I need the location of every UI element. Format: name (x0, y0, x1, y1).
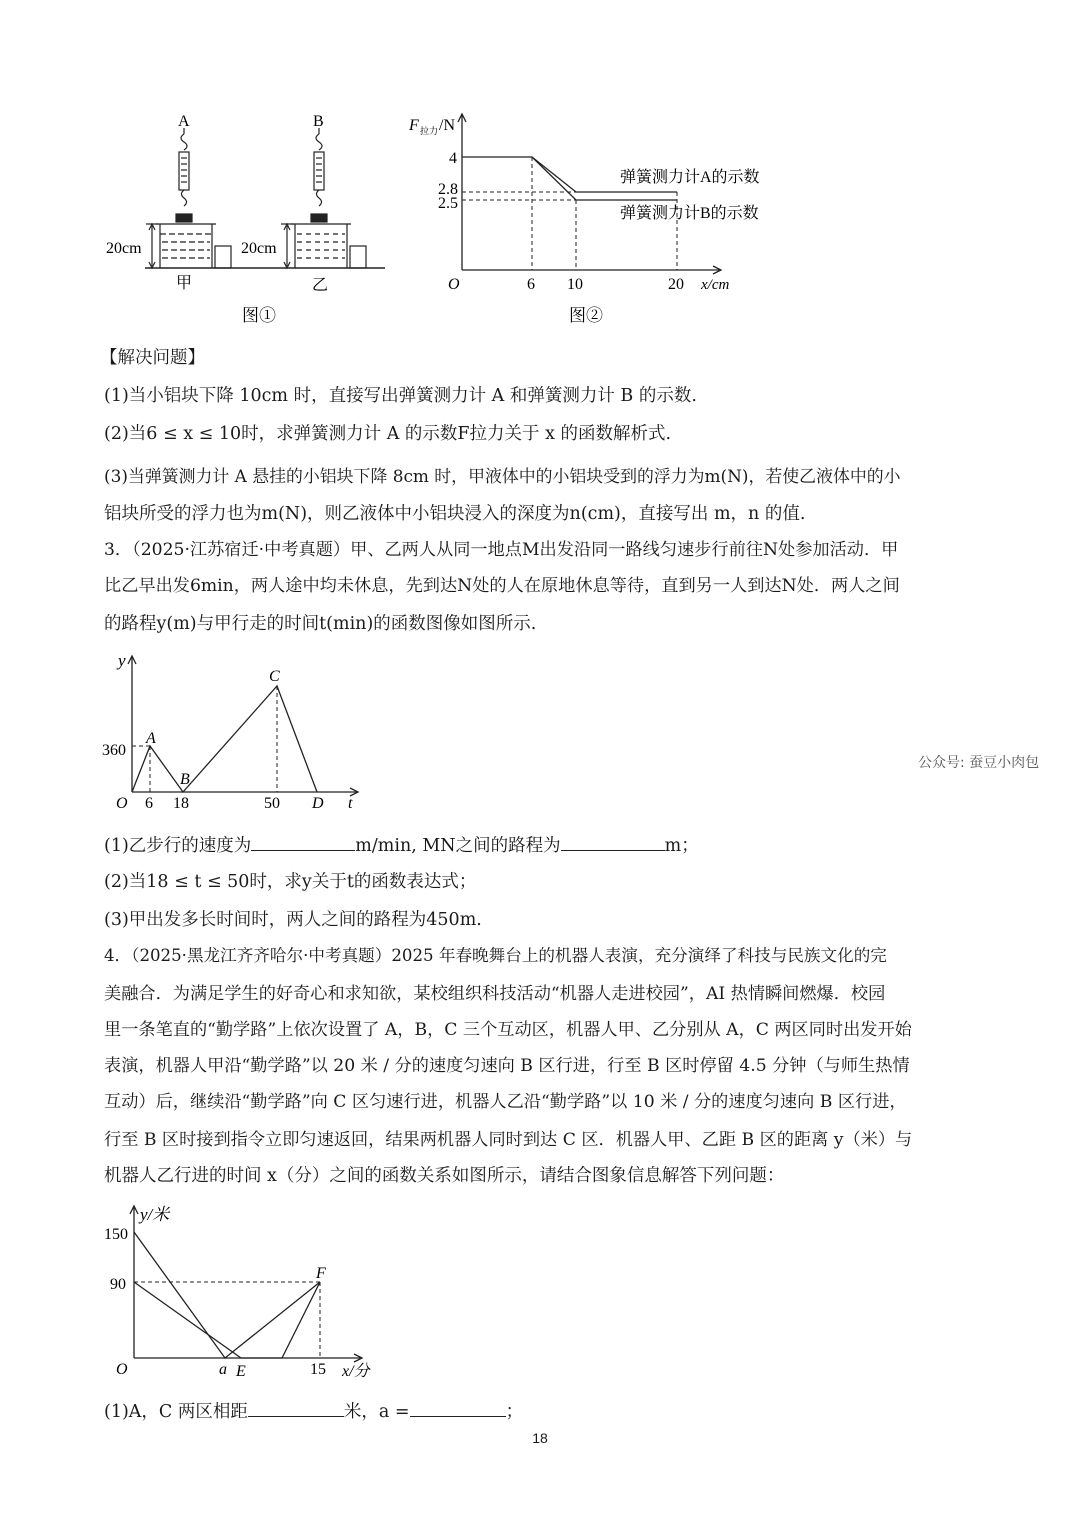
p3-q1 (104, 832, 699, 858)
x-tick-10: 10 (567, 276, 583, 293)
chart-3-x-tick-50: 50 (264, 795, 280, 812)
chart-4-origin: O (116, 1361, 128, 1378)
chart-3-point-b: B (180, 771, 190, 788)
chart-3-x-label: t (348, 795, 353, 812)
chart-3-x-tick-18: 18 (173, 795, 189, 812)
label-a: A (178, 113, 190, 130)
y-axis-unit: /N (439, 117, 455, 134)
chart-3-point-a: A (146, 730, 156, 747)
chart-4-x-tick-e: E (236, 1363, 246, 1380)
p4-q1-text-a: (1)A，C 两区相距 (104, 1402, 248, 1422)
chart-4-point-f: F (316, 1265, 326, 1282)
p4-line6: 行至 B 区时接到指令立即匀速返回，结果两机器人同时到达 C 区．机器人甲、乙距 B 区的距离 y（米）与 (104, 1130, 913, 1150)
name-right: 乙 (312, 277, 329, 294)
p3-q1-text-c: m； (664, 836, 699, 856)
p2-q1: (1)当小铝块下降 10cm 时，直接写出弹簧测力计 A 和弹簧测力计 B 的示数. (104, 386, 697, 406)
y-axis-F: F (409, 117, 419, 134)
name-left: 甲 (176, 275, 193, 292)
watermark: 公众号: 蚕豆小肉包 (918, 755, 1040, 771)
p2-q2: (2)当6 ≤ x ≤ 10时，求弹簧测力计 A 的示数F拉力关于 x 的函数解析式. (104, 424, 672, 444)
chart-4-y-tick-90: 90 (110, 1276, 126, 1293)
p3-q1-text-b: m/min, MN之间的路程为 (355, 836, 561, 856)
legend-b: 弹簧测力计B的示数 (620, 205, 759, 222)
p3-line1: 3．（2025·江苏宿迁·中考真题）甲、乙两人从同一地点M出发沿同一路线匀速步行前往N处参加活动．甲 (104, 540, 899, 560)
chart-3-origin: O (116, 795, 128, 812)
chart-4-x-label: x/分 (342, 1363, 370, 1380)
p4-q1-text-c: ； (505, 1402, 524, 1422)
answer-blank-a-value[interactable] (410, 1398, 506, 1417)
chart-3-line (132, 686, 317, 792)
depth-right: 20cm (241, 240, 277, 257)
p4-line3: 里一条笔直的“勤学路”上依次设置了 A，B，C 三个互动区，机器人甲、乙分别从 A，C 两区同时出发开始 (104, 1020, 912, 1040)
p4-line1: 4．（2025·黑龙江齐齐哈尔·中考真题）2025 年春晚舞台上的机器人表演，充分演绎了科技与民族文化的完 (104, 946, 887, 965)
chart-3-x-tick-6: 6 (145, 795, 153, 812)
p3-line2: 比乙早出发6min，两人途中均未休息，先到达N处的人在原地休息等待，直到另一人到达N处．两人之间 (104, 576, 900, 596)
chart-3-distance-time (98, 648, 368, 818)
p3-q2: (2)当18 ≤ t ≤ 50时，求y关于t的函数表达式； (104, 872, 477, 892)
origin: O (448, 276, 460, 293)
p3-q3: (3)甲出发多长时间时，两人之间的路程为450m. (104, 910, 482, 930)
p3-line3: 的路程y(m)与甲行走的时间t(min)的函数图像如图所示. (104, 614, 537, 634)
figure-2-caption: 图② (569, 306, 603, 325)
x-tick-6: 6 (527, 276, 535, 293)
section-heading: 【解决问题】 (100, 348, 205, 368)
answer-blank-distance[interactable] (561, 832, 665, 851)
p4-line2: 美融合．为满足学生的好奇心和求知欲，某校组织科技活动“机器人走进校园”，AI 热情瞬间燃爆．校园 (104, 984, 886, 1004)
page-number: 18 (532, 1430, 548, 1446)
depth-left: 20cm (106, 240, 142, 257)
y-tick-2-8: 2.8 (438, 181, 458, 198)
chart-3-point-d: D (312, 795, 324, 812)
x-axis-label: x/cm (701, 277, 730, 293)
chart-4-line-jia (134, 1282, 320, 1358)
p4-line7: 机器人乙行进的时间 x（分）之间的函数关系如图所示，请结合图象信息解答下列问题： (104, 1166, 785, 1186)
legend-a: 弹簧测力计A的示数 (620, 169, 760, 186)
p2-q3-line2: 铝块所受的浮力也为m(N)，则乙液体中小铝块浸入的深度为n(cm)，直接写出 m，n 的值. (104, 504, 806, 524)
p2-q3-line1: (3)当弹簧测力计 A 悬挂的小铝块下降 8cm 时，甲液体中的小铝块受到的浮力为m(N)，若使乙液体中的小 (104, 466, 901, 486)
y-axis-sub: 拉力 (420, 126, 439, 136)
figure-1-apparatus (100, 108, 390, 328)
chart-3-y-label: y (118, 651, 126, 670)
answer-blank-ac-distance[interactable] (248, 1398, 344, 1417)
p4-line4: 表演，机器人甲沿“勤学路”以 20 米 / 分的速度匀速向 B 区行进，行至 B 区时停留 4.5 分钟（与师生热情 (104, 1056, 910, 1076)
p4-line5: 互动）后，继续沿“勤学路”向 C 区匀速行进，机器人乙沿“勤学路”以 10 米 / 分的速度匀速向 B 区行进， (104, 1092, 907, 1112)
label-b: B (313, 113, 324, 130)
y-tick-4: 4 (449, 150, 457, 167)
figure-1-caption: 图① (242, 306, 276, 325)
chart-4-x-tick-a: a (219, 1361, 227, 1378)
chart-3-y-tick: 360 (102, 742, 126, 759)
p4-q1 (104, 1398, 523, 1424)
chart-4-y-tick-150: 150 (104, 1226, 128, 1243)
p4-q1-text-b: 米，a = (343, 1402, 410, 1422)
figure-2-force-graph (405, 108, 805, 330)
chart-4-x-tick-15: 15 (310, 1361, 326, 1378)
chart-4-y-label: y/米 (140, 1205, 170, 1224)
x-tick-20: 20 (668, 276, 684, 293)
answer-blank-speed[interactable] (251, 832, 355, 851)
y-tick-2-5: 2.5 (438, 195, 458, 212)
p3-q1-text-a: (1)乙步行的速度为 (104, 836, 252, 856)
chart-3-point-c: C (269, 668, 280, 685)
chart-4-robot-distance (98, 1198, 388, 1384)
